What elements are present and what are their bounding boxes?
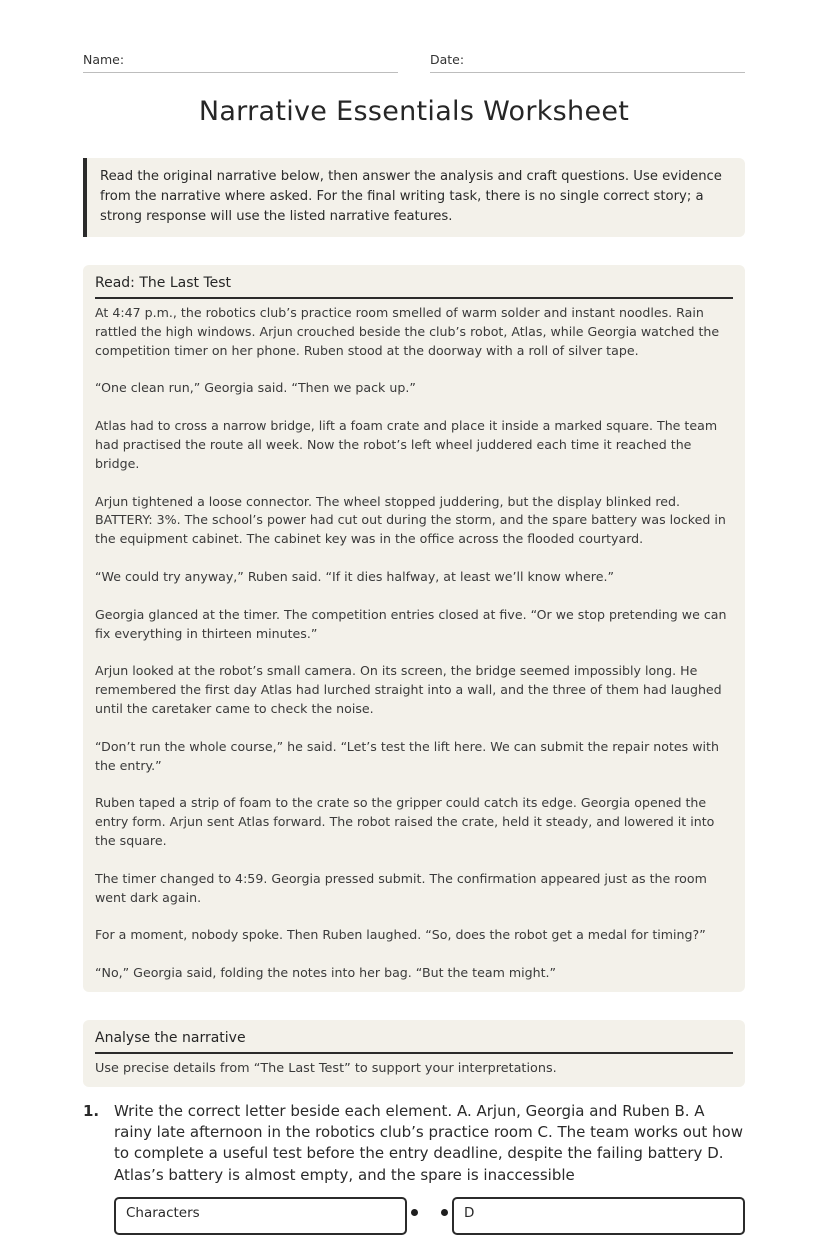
name-date-row [83, 0, 745, 74]
question-text: Write the correct letter beside each element. A. Arjun, Georgia and Ruben B. A rainy late afternoon in the robotics club’s practice room C. The team works out how to complete a useful test before the entry deadline, despite the failing battery D. Atlas’s battery is almost empty, and the spare is inaccessible [114, 1101, 744, 1184]
name-field[interactable] [83, 52, 398, 73]
name-label: Name: [83, 52, 125, 67]
question-number: 1. [83, 1101, 100, 1120]
date-field[interactable] [430, 52, 745, 73]
match-term-box[interactable]: Characters [114, 1197, 407, 1235]
story-paragraph: “No,” Georgia said, folding the notes into her bag. “But the team might.” [95, 965, 557, 981]
matching-row [83, 1197, 745, 1237]
analyse-heading: Analyse the narrative [95, 1030, 733, 1054]
story-paragraph: “Don’t run the whole course,” he said. “Let’s test the lift here. We can submit the repair notes with the entry.” [95, 738, 719, 773]
reading-heading: Read: The Last Test [95, 275, 733, 299]
reading-card [83, 265, 745, 992]
match-answer-box[interactable]: D [452, 1197, 745, 1235]
story-paragraph: Atlas had to cross a narrow bridge, lift a foam crate and place it inside a marked square. The team had practised the route all week. Now the robot’s left wheel juddered each time it reached the bridge. [95, 418, 718, 471]
story-paragraph: Arjun looked at the robot’s small camera. On its screen, the bridge seemed impossibly long. He remembered the first day Atlas had lurched straight into a wall, and the three of them had laughed until the caretaker came to check the noise. [95, 663, 722, 716]
worksheet-title: Narrative Essentials Worksheet [198, 96, 630, 127]
instructions-box: Read the original narrative below, then answer the analysis and craft questions. Use evidence from the narrative where asked. For the final writing task, there is no single correct story; a strong response will use the listed narrative features. [83, 158, 745, 237]
worksheet-page [83, 0, 745, 1237]
match-connector-dot[interactable] [441, 1209, 448, 1216]
question-1 [83, 1101, 745, 1186]
match-connector-dot[interactable] [411, 1209, 418, 1216]
story-paragraph: At 4:47 p.m., the robotics club’s practice room smelled of warm solder and instant noodles. Rain rattled the high windows. Arjun crouched beside the club’s robot, Atlas, while Georgia watched the competition timer on her phone. Ruben stood at the doorway with a roll of silver tape. [95, 305, 720, 358]
analyse-subtitle: Use precise details from “The Last Test” to support your interpretations. [95, 1060, 557, 1076]
date-label: Date: [430, 52, 465, 67]
story-paragraph: Arjun tightened a loose connector. The wheel stopped juddering, but the display blinked red. BATTERY: 3%. The school’s power had cut out during the storm, and the spare battery was locked in the equipment cabinet. The cabinet key was in the office across the flooded courtyard. [95, 493, 726, 547]
story-paragraph: “We could try anyway,” Ruben said. “If it dies halfway, at least we’ll know where.” [95, 568, 614, 584]
story-paragraph: “One clean run,” Georgia said. “Then we pack up.” [95, 380, 416, 396]
analyse-card [83, 1020, 745, 1087]
story-paragraph: The timer changed to 4:59. Georgia pressed submit. The confirmation appeared just as the room went dark again. [95, 870, 707, 905]
story-paragraph: Georgia glanced at the timer. The competition entries closed at five. “Or we stop pretending we can fix everything in thirteen minutes.” [95, 606, 727, 641]
story-paragraph: Ruben taped a strip of foam to the crate so the gripper could catch its edge. Georgia opened the entry form. Arjun sent Atlas forward. The robot raised the crate, held it steady, and lowered it into the square. [95, 795, 715, 848]
story-text [95, 304, 733, 983]
story-paragraph: For a moment, nobody spoke. Then Ruben laughed. “So, does the robot get a medal for timing?” [95, 927, 706, 943]
